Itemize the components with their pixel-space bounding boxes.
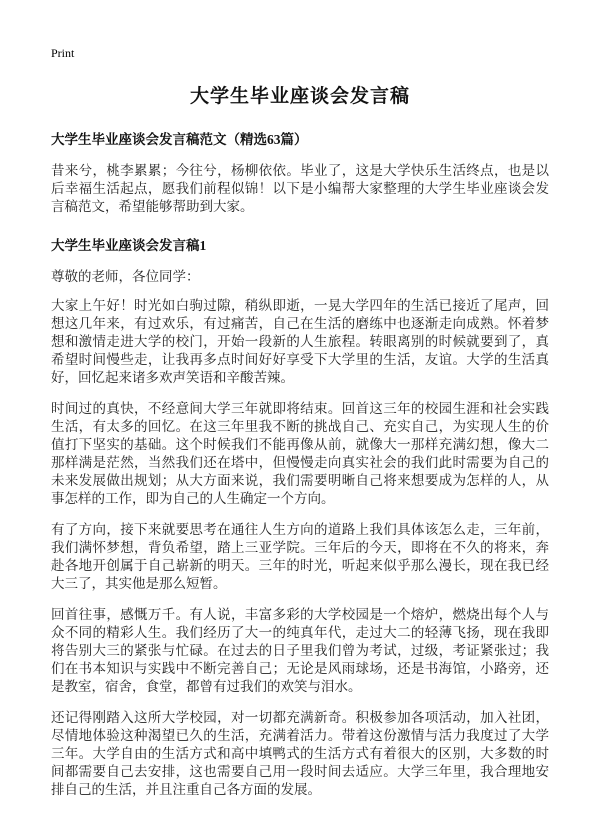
body-paragraph-2: 时间过的真快，不经意间大学三年就即将结束。回首这三年的校园生涯和社会实践生活，有太多的回忆。在这三年里我不断的挑战自己、充实自己，为实现人生的价值打下坚实的基础。这个时候我们不能再像从前，就像大一那样充满幻想，像大二那样满是茫然，当然我们还在塔中，但慢慢走向真实社会的我们此时需要为自己的未来发展做出规划；从大方面来说，我们需要明晰自己将来想要成为怎样的人，从事怎样的工作，即为自己的人生确定一个方向。 [51, 401, 549, 506]
print-button[interactable]: Print [51, 46, 75, 60]
body-paragraph-4: 回首往事，感慨万千。有人说，丰富多彩的大学校园是一个熔炉，燃烧出每个人与众不同的精彩人生。我们经历了大一的纯真年代，走过大二的轻薄飞扬，现在我即将告别大三的紧张与忙碌。在过去的日子里我们曾为考试，过级，考证紧张过；我们在书本知识与实践中不断完善自己；无论是风雨球场，还是书海馆，小路旁，还是教室，宿舍，食堂，都曾有过我们的欢笑与泪水。 [51, 607, 549, 694]
section-heading-1: 大学生毕业座谈会发言稿1 [51, 238, 207, 253]
page-title: 大学生毕业座谈会发言稿 [189, 86, 410, 107]
body-paragraph-3: 有了方向，接下来就要思考在通往人生方向的道路上我们具体该怎么走，三年前，我们满怀梦想，背负希望，踏上三亚学院。三年后的今天，即将在不久的将来，奔赴各地开创属于自己崭新的明天。三年的时光，听起来似乎那么漫长，现在我已经大三了，其实他是那么短暂。 [51, 522, 549, 591]
document-subtitle: 大学生毕业座谈会发言稿范文（精选63篇） [51, 132, 308, 147]
body-paragraph-5: 还记得刚踏入这所大学校园，对一切都充满新奇。积极参加各项活动，加入社团，尽情地体验这种渴望已久的生活，充满着活力。带着这份激情与活力我度过了大学三年。大学自由的生活方式和高中填鸭式的生活方式有着很大的区别，大多数的时间都需要自己去安排，这也需要自己用一段时间去适应。大学三年里，我合理地安排自己的生活，并且注重自己各方面的发展。 [51, 710, 549, 797]
intro-paragraph: 昔来兮，桃李累累；今往兮，杨柳依依。毕业了，这是大学快乐生活终点，也是以后幸福生活起点，愿我们前程似锦！以下是小编帮大家整理的大学生毕业座谈会发言稿范文，希望能够帮助到大家。 [51, 163, 549, 214]
salutation-line: 尊敬的老师，各位同学： [51, 269, 200, 284]
body-paragraph-1: 大家上午好！时光如白驹过隙，稍纵即逝，一晃大学四年的生活已接近了尾声，回想这几年来，有过欢乐，有过痛苦，自己在生活的磨练中也逐渐走向成熟。怀着梦想和激情走进大学的校门，开始一段新的人生旅程。转眼离别的时候就要到了，真希望时间慢些走，让我再多点时间好好享受下大学里的生活，友谊。大学的生活真好，回忆起来诸多欢声笑语和辛酸苦辣。 [51, 298, 549, 385]
